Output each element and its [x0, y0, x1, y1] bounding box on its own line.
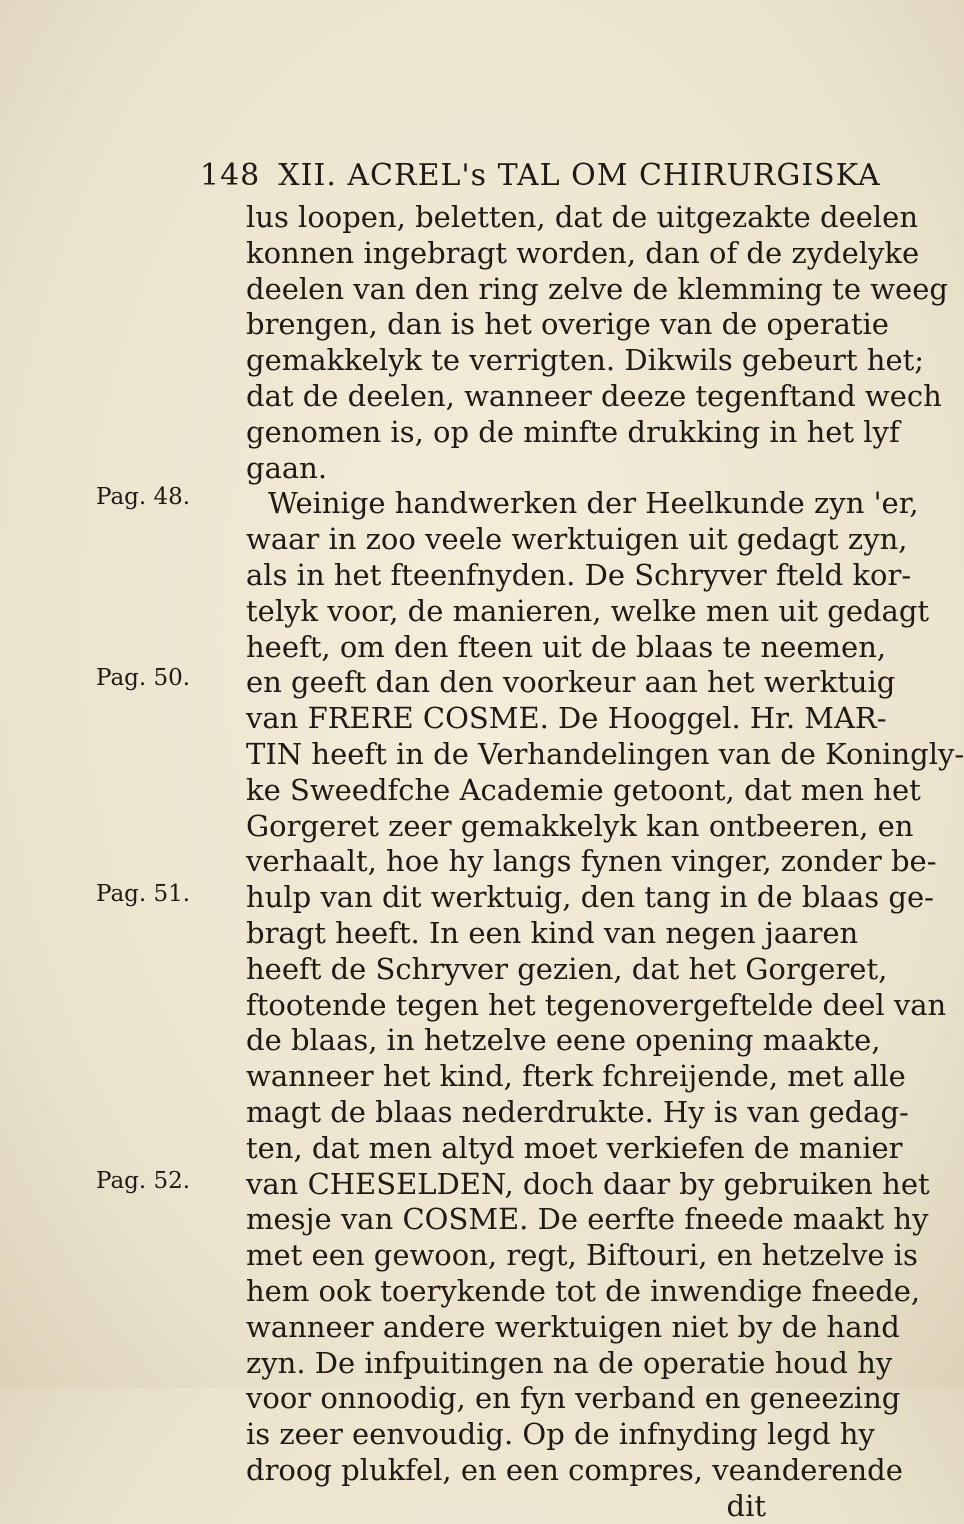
text-line: met een gewoon, regt, Biftouri, en hetzelve is [246, 1238, 918, 1273]
text-line: magt de blaas nederdrukte. Hy is van gedag- [246, 1094, 909, 1129]
text-line: TIN heeft in de Verhandelingen van de Koningly- [246, 736, 964, 771]
text-line: bragt heeft. In een kind van negen jaaren [246, 915, 859, 950]
margin-note: Pag. 48. [96, 484, 191, 510]
text-line: lus loopen, beletten, dat de uitgezakte deelen [246, 200, 919, 234]
text-line: Gorgeret zeer gemakkelyk kan ontbeeren, en [246, 808, 914, 843]
text-line: ftootende tegen het tegenovergeftelde deel van [246, 987, 947, 1022]
page-number: 148 [200, 158, 261, 193]
text-line: konnen ingebragt worden, dan of de zydelyke [246, 235, 920, 270]
margin-note: Pag. 50. [96, 665, 191, 691]
text-line: waar in zoo veele werktuigen uit gedagt zyn, [246, 522, 908, 557]
text-line: voor onnoodig, en fyn verband en geneezing [246, 1381, 901, 1416]
text-line: gemakkelyk te verrigten. Dikwils gebeurt het; [246, 343, 925, 378]
text-line: droog plukfel, en een compres, veanderende [246, 1452, 903, 1487]
text-line: wanneer het kind, fterk fchreijende, met alle [246, 1059, 906, 1094]
catchword: dit [726, 1488, 766, 1523]
text-line: Weinige handwerken der Heelkunde zyn 'er, [268, 486, 919, 521]
text-line: ke Sweedfche Academie getoont, dat men het [246, 772, 921, 807]
text-line: van CHESELDEN, doch daar by gebruiken het [246, 1166, 930, 1201]
text-line: zyn. De infpuitingen na de operatie houd hy [246, 1345, 893, 1380]
body-text [246, 200, 964, 1524]
running-title: XII. ACREL's TAL OM CHIRURGISKA [278, 158, 881, 193]
text-line: ten, dat men altyd moet verkiefen de manier [246, 1130, 903, 1165]
margin-note: Pag. 52. [96, 1168, 191, 1194]
text-line: wanneer andere werktuigen niet by de hand [246, 1309, 900, 1344]
text-line: en geeft dan den voorkeur aan het werktuig [246, 665, 896, 700]
text-line: brengen, dan is het overige van de operatie [246, 307, 889, 342]
text-line: de blaas, in hetzelve eene opening maakte, [246, 1023, 881, 1058]
text-line: mesje van COSME. De eerfte fneede maakt hy [246, 1202, 929, 1237]
text-line: gaan. [246, 450, 328, 485]
text-line: dat de deelen, wanneer deeze tegenftand wech [246, 378, 942, 413]
text-line: genomen is, op de minfte drukking in het lyf [246, 414, 900, 449]
text-line: hulp van dit werktuig, den tang in de blaas ge- [246, 880, 934, 915]
text-line: als in het fteenfnyden. De Schryver fteld kor- [246, 557, 912, 592]
text-line: is zeer eenvoudig. Op de infnyding legd hy [246, 1417, 875, 1452]
text-line: heeft, om den fteen uit de blaas te neemen, [246, 629, 887, 664]
text-line: telyk voor, de manieren, welke men uit gedagt [246, 593, 930, 628]
margin-note: Pag. 51. [96, 881, 191, 907]
text-line: deelen van den ring zelve de klemming te weeg [246, 271, 948, 306]
text-line: van FRERE COSME. De Hooggel. Hr. MAR- [246, 701, 887, 736]
text-line: heeft de Schryver gezien, dat het Gorgeret, [246, 951, 888, 986]
text-line: hem ook toerykende tot de inwendige fneede, [246, 1273, 921, 1308]
running-header [200, 158, 881, 193]
text-line: verhaalt, hoe hy langs fynen vinger, zonder be- [246, 844, 937, 879]
